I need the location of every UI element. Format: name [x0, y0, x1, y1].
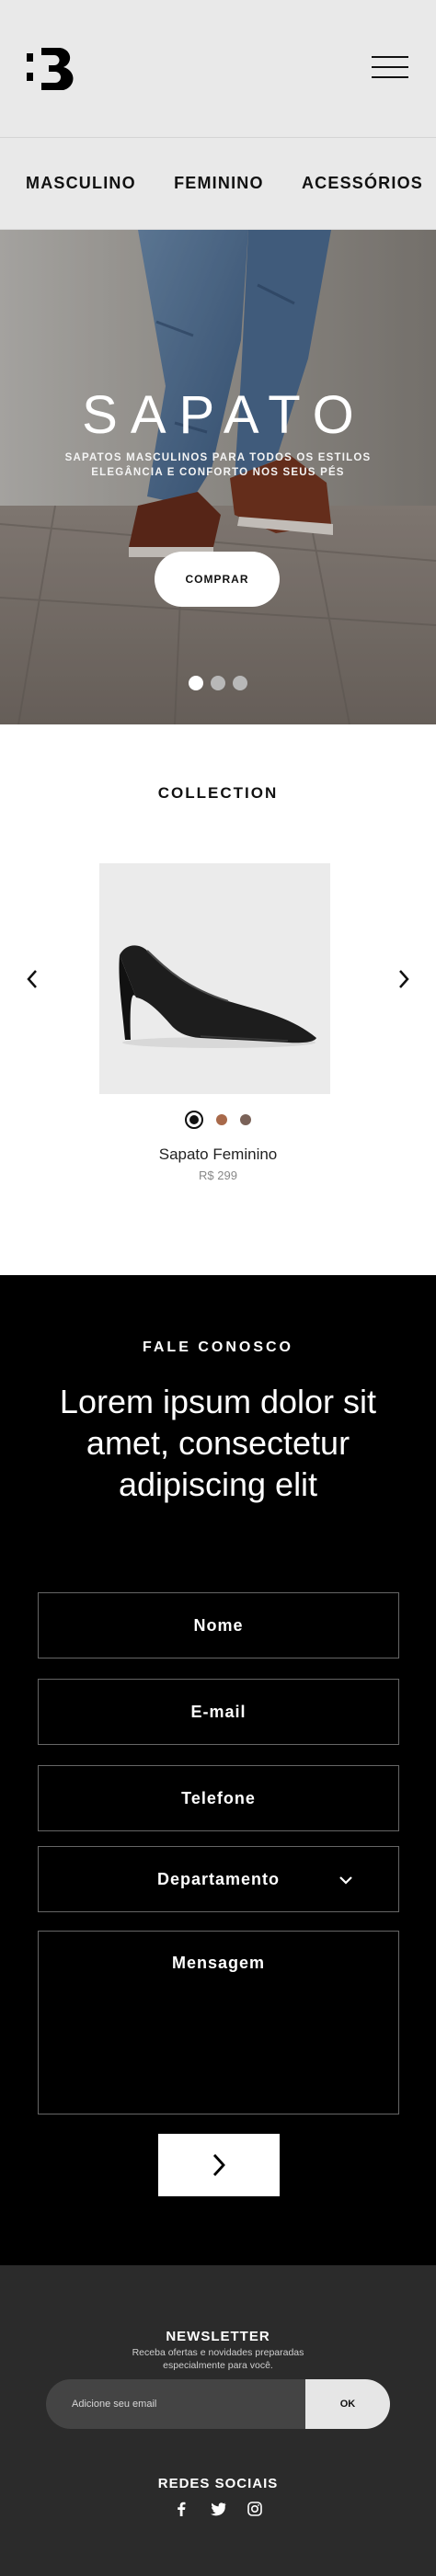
- newsletter-footer: [0, 2265, 436, 2576]
- newsletter-email-input[interactable]: Adicione seu email: [46, 2379, 305, 2429]
- collection-title: COLLECTION: [157, 784, 279, 802]
- carousel-dot-3[interactable]: [233, 676, 247, 690]
- swatch-black[interactable]: [185, 1111, 203, 1129]
- carousel-dot-1[interactable]: [189, 676, 203, 690]
- collection-section: [0, 724, 436, 1275]
- chevron-right-icon[interactable]: [392, 965, 416, 993]
- contact-section: [0, 1275, 436, 2265]
- twitter-icon[interactable]: [210, 2501, 226, 2517]
- high-heel-shoe-image: [99, 863, 330, 1094]
- social-links: [0, 2501, 436, 2517]
- color-swatches: [0, 1111, 436, 1129]
- chevron-right-icon: [209, 2151, 229, 2179]
- email-field-label: E-mail: [190, 1702, 247, 1721]
- department-select-label: Departamento: [156, 1869, 281, 1888]
- product-name[interactable]: Sapato Feminino: [158, 1146, 278, 1163]
- hero-subtitle: SAPATOS MASCULINOS PARA TODOS OS ESTILOS ELEGÂNCIA E CONFORTO NOS SEUS PÉS: [64, 452, 372, 478]
- name-field[interactable]: [38, 1592, 399, 1658]
- hero-title: SAPATO: [82, 385, 367, 445]
- nav-item-feminino[interactable]: FEMININO: [174, 174, 264, 192]
- hero-banner: [0, 230, 436, 724]
- newsletter-title: NEWSLETTER: [166, 2329, 270, 2344]
- instagram-icon[interactable]: [247, 2501, 263, 2517]
- carousel-dot-2[interactable]: [211, 676, 225, 690]
- product-image[interactable]: [99, 863, 330, 1094]
- contact-headline: Lorem ipsum dolor sit amet, consectetur adipiscing elit: [59, 1383, 377, 1503]
- phone-field-label: Telefone: [181, 1788, 256, 1807]
- swatch-brown[interactable]: [216, 1114, 227, 1125]
- newsletter-ok-button[interactable]: OK: [305, 2379, 390, 2429]
- chevron-down-icon: [338, 1872, 354, 1888]
- site-header: [0, 0, 436, 138]
- message-textarea[interactable]: [38, 1931, 399, 2114]
- department-select[interactable]: [38, 1846, 399, 1912]
- name-field-label: Nome: [193, 1615, 244, 1635]
- comprar-button[interactable]: COMPRAR: [155, 552, 280, 607]
- chevron-left-icon[interactable]: [20, 965, 44, 993]
- message-textarea-label: Mensagem: [171, 1954, 266, 1972]
- hero-carousel-dots: [0, 676, 436, 690]
- facebook-icon[interactable]: [173, 2501, 189, 2517]
- newsletter-description: Receba ofertas e novidades preparadas especialmente para você.: [132, 2347, 304, 2371]
- product-price: R$ 299: [199, 1168, 237, 1182]
- social-title: REDES SOCIAIS: [157, 2476, 279, 2491]
- submit-button[interactable]: [158, 2134, 280, 2196]
- brand-b-logo-icon[interactable]: [27, 48, 76, 90]
- nav-item-masculino[interactable]: MASCULINO: [26, 174, 136, 192]
- category-nav: [0, 138, 436, 230]
- newsletter-form: [46, 2379, 390, 2429]
- nav-item-acessorios[interactable]: ACESSÓRIOS: [301, 174, 423, 192]
- contact-eyebrow: FALE CONOSCO: [142, 1339, 293, 1355]
- hamburger-menu-icon[interactable]: [372, 56, 408, 80]
- email-field[interactable]: [38, 1679, 399, 1745]
- phone-field[interactable]: [38, 1765, 399, 1831]
- swatch-taupe[interactable]: [240, 1114, 251, 1125]
